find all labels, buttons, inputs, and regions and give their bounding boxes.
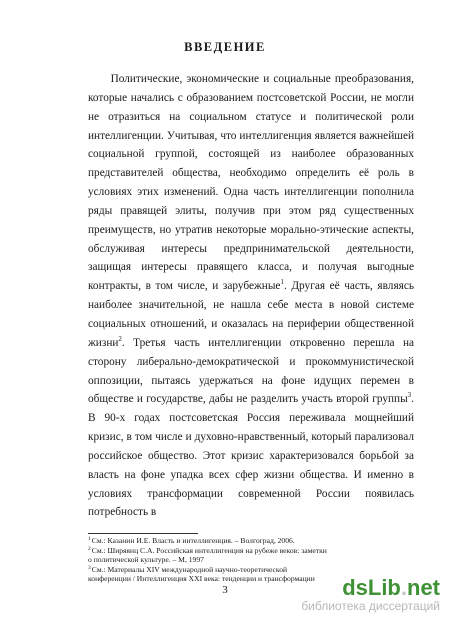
- watermark-logo-text: [301, 577, 440, 599]
- body-text-segment: . В 90-х годах постсоветская Россия переживала мощнейший кризис, в том числе и духовно-нравственный, который парализовал российское общество. Этот кризис характеризовался борьбой за власть на фоне упадка всех сфер жизни общества. И именно в условиях трансформации современной России появилась потребность в: [88, 393, 414, 519]
- watermark-logo-main: dsLib: [342, 575, 401, 600]
- footnote: [88, 536, 328, 546]
- watermark-subtitle: библиотека диссертаций: [301, 599, 440, 613]
- footnote-text: См.: Ширяянц С.А. Российская интеллигенция на рубеже веков: заметки о политической культуре. – М, 1997: [88, 545, 327, 565]
- body-text-segment: . Другая её часть, являясь наиболее значительной, не нашла себе места в новой системе социальных отношений, и оказалась на периферии общественной жизни: [88, 280, 414, 349]
- body-text: [88, 70, 414, 522]
- footnote-reference: 3: [407, 391, 412, 400]
- watermark-logo-tld: net: [407, 575, 440, 600]
- footnote-number: 1: [88, 536, 91, 542]
- footnote-number: 3: [88, 564, 91, 571]
- footnotes: [88, 536, 328, 584]
- footnote-number: 2: [88, 545, 91, 552]
- footnote-reference: 1: [280, 278, 284, 287]
- footnote: [88, 565, 328, 584]
- body-text-segment: Политические, экономические и социальные преобразования, которые начались с образованием постсоветской России, не могли не отразиться на социальном статусе и политической роли интеллигенции. Учитывая, что интеллигенция является важнейшей социальной группой, состоящей из наиболее образованных представителей общества, необходимо определить её роль в условиях этих изменений. Одна часть интеллигенции пополнила ряды правящей элиты, получив при этом ряд существенных преимуществ, но утратив некоторые морально-этические аспекты, обслуживая интересы предпринимательской деятельности, защищая интересы правящего класса, и получая выгодные контракты, в том числе, и зарубежные: [88, 73, 414, 293]
- body-text-segment: . Третья часть интеллигенции откровенно перешла на сторону либерально-демократической и прокоммунистической оппозиции, пытаясь удержаться на фоне идущих перемен в обществе и государстве, дабы не разделить участь второй группы: [88, 336, 414, 406]
- footnote-separator: [88, 533, 198, 534]
- footnote-text: См.: Казанин И.Е. Власть и интеллигенция. – Волгоград, 2006.: [91, 536, 295, 545]
- footnote-reference: 2: [118, 334, 122, 343]
- footnote: [88, 546, 328, 565]
- footnote-text: См.: Материалы XIV международной научно-теоретической конференции / Интеллигенция XXI века: тенденции и трансформации: [88, 564, 315, 584]
- watermark-logo-dot: .: [400, 575, 407, 600]
- watermark-logo[interactable]: [301, 577, 440, 612]
- page-number: 3: [222, 584, 228, 596]
- page-title: ВВЕДЕНИЕ: [184, 40, 266, 54]
